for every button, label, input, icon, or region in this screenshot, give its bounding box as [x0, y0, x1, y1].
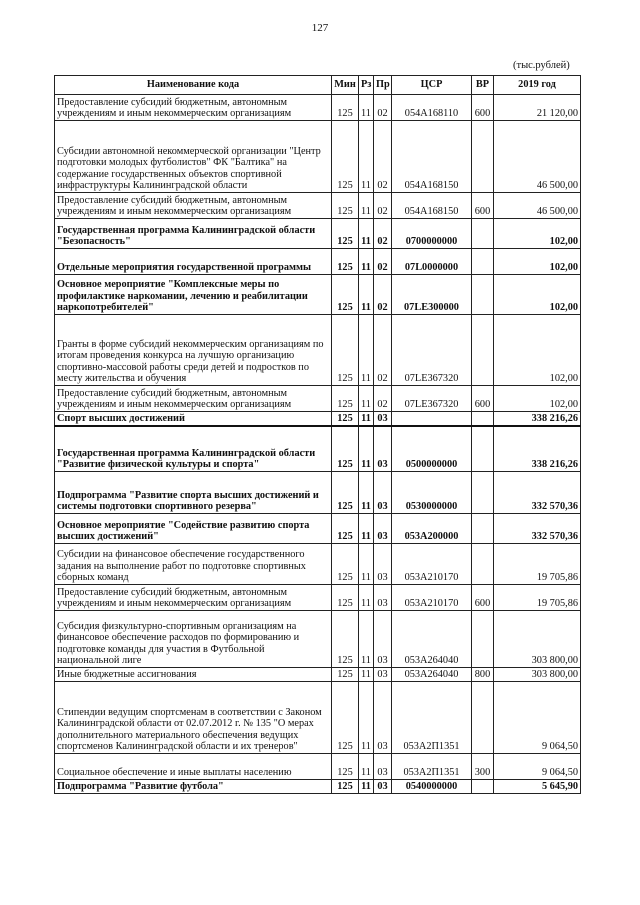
- row-csr: 054A168150: [392, 193, 472, 219]
- row-name: Предоставление субсидий бюджетным, автономным учреждениям и иным некоммерческим организациям: [55, 95, 332, 121]
- row-csr: 053A210170: [392, 544, 472, 585]
- row-value: 102,00: [494, 275, 581, 315]
- table-row: [55, 426, 581, 472]
- row-csr: [392, 412, 472, 426]
- row-pr: 02: [374, 315, 392, 386]
- page-number: 127: [311, 22, 329, 34]
- row-vr: [472, 275, 494, 315]
- table-row: [55, 193, 581, 219]
- row-value: 338 216,26: [494, 426, 581, 472]
- row-pr: 02: [374, 249, 392, 275]
- row-value: 5 645,90: [494, 780, 581, 794]
- row-min: 125: [332, 780, 359, 794]
- row-pr: 02: [374, 275, 392, 315]
- row-rz: 11: [359, 472, 374, 514]
- row-vr: 600: [472, 386, 494, 412]
- row-rz: 11: [359, 121, 374, 193]
- row-name: Субсидия физкультурно-спортивным организациям на финансовое обеспечение расходов по формированию и подготовке команды для участия в Футбольной национальной лиге: [55, 611, 332, 668]
- row-value: 332 570,36: [494, 472, 581, 514]
- row-pr: 02: [374, 95, 392, 121]
- row-pr: 02: [374, 219, 392, 249]
- row-min: 125: [332, 668, 359, 682]
- row-pr: 03: [374, 668, 392, 682]
- row-csr: 07L0000000: [392, 249, 472, 275]
- budget-table: [54, 75, 581, 794]
- row-vr: [472, 219, 494, 249]
- table-header-row: [55, 76, 581, 95]
- header-rz: Рз: [359, 76, 374, 95]
- header-name: Наименование кода: [55, 76, 332, 95]
- table-row: [55, 315, 581, 386]
- row-min: 125: [332, 219, 359, 249]
- row-value: 46 500,00: [494, 121, 581, 193]
- row-value: 303 800,00: [494, 611, 581, 668]
- row-rz: 11: [359, 275, 374, 315]
- header-vr: ВР: [472, 76, 494, 95]
- row-csr: 053A2П1351: [392, 682, 472, 754]
- row-vr: 300: [472, 754, 494, 780]
- row-min: 125: [332, 754, 359, 780]
- table-row: [55, 514, 581, 544]
- row-pr: 03: [374, 544, 392, 585]
- row-pr: 02: [374, 386, 392, 412]
- row-name: Основное мероприятие "Комплексные меры по профилактике наркомании, лечению и реабилитации наркопотребителей": [55, 275, 332, 315]
- row-rz: 11: [359, 315, 374, 386]
- row-name: Основное мероприятие "Содействие развитию спорта высших достижений": [55, 514, 332, 544]
- row-name: Отдельные мероприятия государственной программы: [55, 249, 332, 275]
- row-pr: 03: [374, 780, 392, 794]
- row-vr: [472, 315, 494, 386]
- row-value: 102,00: [494, 386, 581, 412]
- row-min: 125: [332, 412, 359, 426]
- row-csr: 0540000000: [392, 780, 472, 794]
- row-vr: [472, 249, 494, 275]
- row-rz: 11: [359, 193, 374, 219]
- row-name: Спорт высших достижений: [55, 412, 332, 426]
- row-pr: 02: [374, 193, 392, 219]
- table-row: [55, 682, 581, 754]
- row-name: Субсидии на финансовое обеспечение государственного задания на выполнение работ по подготовке спортивных сборных команд: [55, 544, 332, 585]
- row-min: 125: [332, 275, 359, 315]
- row-value: 19 705,86: [494, 585, 581, 611]
- row-min: 125: [332, 386, 359, 412]
- row-csr: 054A168110: [392, 95, 472, 121]
- row-rz: 11: [359, 668, 374, 682]
- row-name: Социальное обеспечение и иные выплаты населению: [55, 754, 332, 780]
- row-min: 125: [332, 611, 359, 668]
- table-row: [55, 275, 581, 315]
- row-rz: 11: [359, 514, 374, 544]
- row-vr: 600: [472, 193, 494, 219]
- row-min: 125: [332, 193, 359, 219]
- row-csr: 07LE367320: [392, 315, 472, 386]
- row-value: 21 120,00: [494, 95, 581, 121]
- row-csr: 0500000000: [392, 426, 472, 472]
- row-min: 125: [332, 514, 359, 544]
- row-csr: 0700000000: [392, 219, 472, 249]
- row-rz: 11: [359, 611, 374, 668]
- row-vr: [472, 121, 494, 193]
- row-name: Стипендии ведущим спортсменам в соответствии с Законом Калининградской области от 02.07.2012 г. № 135 "О мерах дополнительного материального обеспечения ведущих спортсменов Калининградской области и их тренеров": [55, 682, 332, 754]
- row-vr: 600: [472, 95, 494, 121]
- row-rz: 11: [359, 426, 374, 472]
- row-name: Субсидии автономной некоммерческой организации "Центр подготовки молодых футболистов" ФК "Балтика" на содержание государственных объектов спортивной инфраструктуры Калининградской области: [55, 121, 332, 193]
- row-rz: 11: [359, 780, 374, 794]
- row-name: Государственная программа Калининградской области "Развитие физической культуры и спорта": [55, 426, 332, 472]
- row-pr: 03: [374, 611, 392, 668]
- row-value: 332 570,36: [494, 514, 581, 544]
- row-vr: [472, 472, 494, 514]
- row-csr: 053A2П1351: [392, 754, 472, 780]
- row-value: 303 800,00: [494, 668, 581, 682]
- row-pr: 03: [374, 426, 392, 472]
- row-vr: [472, 611, 494, 668]
- table-row: [55, 544, 581, 585]
- row-pr: 03: [374, 682, 392, 754]
- row-name: Гранты в форме субсидий некоммерческим организациям по итогам проведения конкурса на лучшую организацию спортивно-массовой работы среди детей и подростков по месту жительства и обучения: [55, 315, 332, 386]
- row-min: 125: [332, 426, 359, 472]
- row-csr: 053A210170: [392, 585, 472, 611]
- row-rz: 11: [359, 754, 374, 780]
- row-value: 46 500,00: [494, 193, 581, 219]
- row-pr: 03: [374, 514, 392, 544]
- row-csr: 053A200000: [392, 514, 472, 544]
- header-pr: Пр: [374, 76, 392, 95]
- row-csr: 0530000000: [392, 472, 472, 514]
- row-csr: 054A168150: [392, 121, 472, 193]
- header-csr: ЦСР: [392, 76, 472, 95]
- table-row: [55, 249, 581, 275]
- table-row: [55, 412, 581, 426]
- row-pr: 03: [374, 754, 392, 780]
- row-vr: [472, 426, 494, 472]
- table-row: [55, 754, 581, 780]
- row-value: 102,00: [494, 249, 581, 275]
- row-csr: 053A264040: [392, 668, 472, 682]
- row-csr: 053A264040: [392, 611, 472, 668]
- table-row: [55, 219, 581, 249]
- row-rz: 11: [359, 544, 374, 585]
- table-row: [55, 95, 581, 121]
- row-csr: 07LE367320: [392, 386, 472, 412]
- row-name: Подпрограмма "Развитие футбола": [55, 780, 332, 794]
- row-rz: 11: [359, 682, 374, 754]
- row-vr: 600: [472, 585, 494, 611]
- row-vr: 800: [472, 668, 494, 682]
- row-pr: 03: [374, 585, 392, 611]
- header-min: Мин: [332, 76, 359, 95]
- row-rz: 11: [359, 95, 374, 121]
- table-row: [55, 472, 581, 514]
- row-value: 9 064,50: [494, 682, 581, 754]
- row-min: 125: [332, 682, 359, 754]
- row-pr: 02: [374, 121, 392, 193]
- table-row: [55, 121, 581, 193]
- row-pr: 03: [374, 472, 392, 514]
- table-row: [55, 780, 581, 794]
- row-vr: [472, 412, 494, 426]
- row-name: Предоставление субсидий бюджетным, автономным учреждениям и иным некоммерческим организациям: [55, 193, 332, 219]
- row-value: 102,00: [494, 315, 581, 386]
- units-label: (тыс.рублей): [513, 60, 570, 71]
- row-rz: 11: [359, 386, 374, 412]
- table-row: [55, 386, 581, 412]
- row-csr: 07LE300000: [392, 275, 472, 315]
- row-rz: 11: [359, 249, 374, 275]
- row-vr: [472, 682, 494, 754]
- table-row: [55, 611, 581, 668]
- row-min: 125: [332, 95, 359, 121]
- row-rz: 11: [359, 412, 374, 426]
- row-name: Государственная программа Калининградской области "Безопасность": [55, 219, 332, 249]
- table-row: [55, 585, 581, 611]
- header-year: 2019 год: [494, 76, 581, 95]
- row-name: Иные бюджетные ассигнования: [55, 668, 332, 682]
- row-min: 125: [332, 544, 359, 585]
- row-min: 125: [332, 249, 359, 275]
- row-min: 125: [332, 472, 359, 514]
- row-value: 338 216,26: [494, 412, 581, 426]
- row-name: Предоставление субсидий бюджетным, автономным учреждениям и иным некоммерческим организациям: [55, 386, 332, 412]
- row-min: 125: [332, 121, 359, 193]
- row-min: 125: [332, 585, 359, 611]
- row-vr: [472, 544, 494, 585]
- row-value: 9 064,50: [494, 754, 581, 780]
- row-pr: 03: [374, 412, 392, 426]
- row-value: 102,00: [494, 219, 581, 249]
- row-rz: 11: [359, 219, 374, 249]
- row-value: 19 705,86: [494, 544, 581, 585]
- row-vr: [472, 514, 494, 544]
- row-name: Подпрограмма "Развитие спорта высших достижений и системы подготовки спортивного резерва": [55, 472, 332, 514]
- row-vr: [472, 780, 494, 794]
- table-row: [55, 668, 581, 682]
- row-rz: 11: [359, 585, 374, 611]
- row-name: Предоставление субсидий бюджетным, автономным учреждениям и иным некоммерческим организациям: [55, 585, 332, 611]
- row-min: 125: [332, 315, 359, 386]
